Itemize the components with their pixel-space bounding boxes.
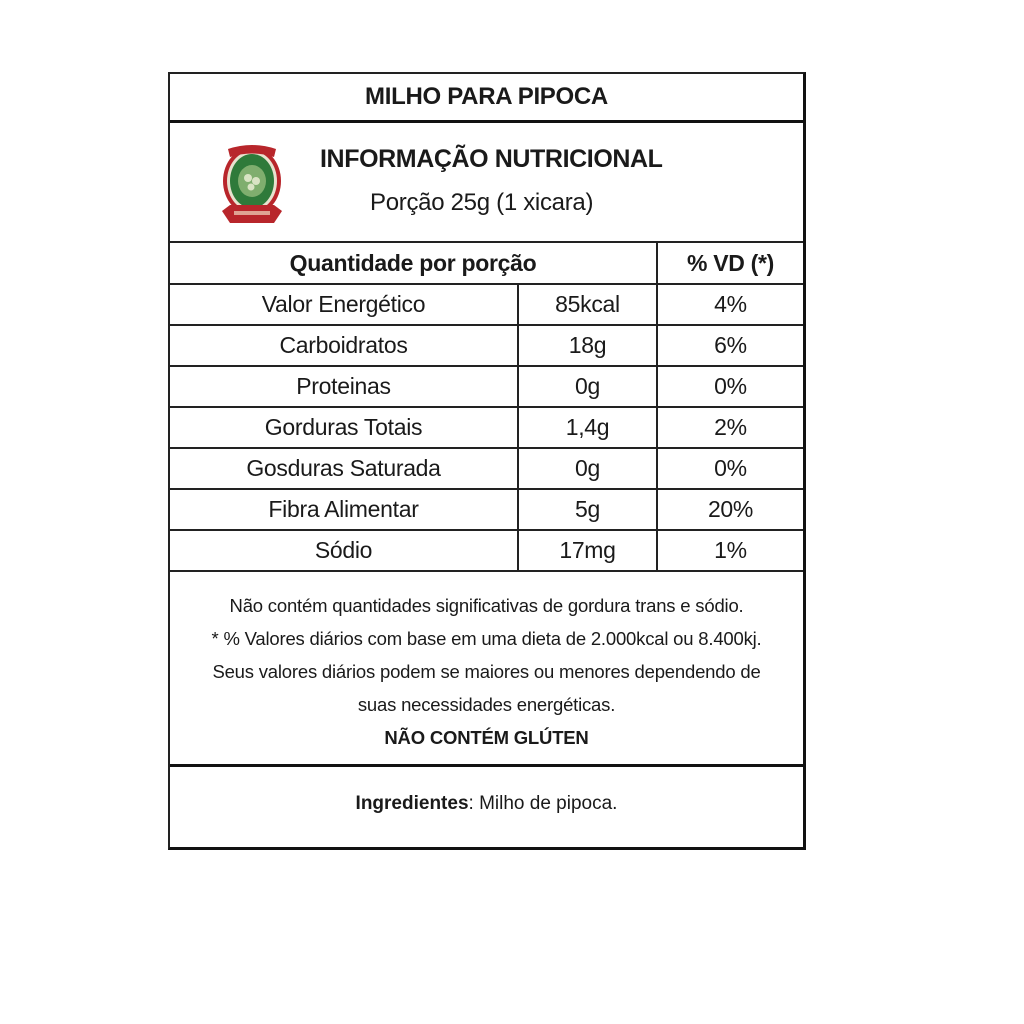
table-row [170,407,803,448]
quantity-header: Quantidade por porção [170,243,657,284]
ingredients [170,767,803,815]
brand-seal-logo [220,141,284,229]
nutrient-name: Fibra Alimentar [170,489,518,530]
footnote-trans-fat: Não contém quantidades significativas de gordura trans e sódio. [229,595,744,616]
nutrient-vd: 0% [657,448,803,489]
nutrition-label [168,72,806,850]
footnotes [170,572,803,767]
vd-header: % VD (*) [657,243,803,284]
table-row [170,489,803,530]
nutrient-amount: 85kcal [518,284,657,325]
table-header-row [170,243,803,284]
nutrient-name: Carboidratos [170,325,518,366]
nutrient-amount: 17mg [518,530,657,571]
nutrient-name: Gorduras Totais [170,407,518,448]
portion-size: Porção 25g (1 xicara) [370,189,594,216]
nutrient-vd: 2% [657,407,803,448]
ingredients-label: Ingredientes [355,793,469,814]
gluten-free-notice: NÃO CONTÉM GLÚTEN [384,727,589,748]
product-title: MILHO PARA PIPOCA [170,74,803,123]
nutrition-table [170,243,803,572]
nutrient-vd: 6% [657,325,803,366]
table-row [170,284,803,325]
nutrition-info-title: INFORMAÇÃO NUTRICIONAL [320,145,663,173]
table-row [170,448,803,489]
nutrient-vd: 0% [657,366,803,407]
nutrient-amount: 1,4g [518,407,657,448]
nutrition-header [170,123,803,243]
nutrient-amount: 0g [518,366,657,407]
nutrient-amount: 5g [518,489,657,530]
nutrient-amount: 0g [518,448,657,489]
nutrient-vd: 20% [657,489,803,530]
table-row [170,325,803,366]
nutrient-name: Valor Energético [170,284,518,325]
nutrient-name: Proteinas [170,366,518,407]
nutrient-name: Sódio [170,530,518,571]
nutrient-name: Gosduras Saturada [170,448,518,489]
nutrient-amount: 18g [518,325,657,366]
footnote-energy-needs: suas necessidades energéticas. [357,694,616,715]
footnote-daily-values-variation: Seus valores diários podem se maiores ou menores dependendo de [212,661,761,682]
table-row [170,366,803,407]
ingredients-text: : Milho de pipoca. [468,793,618,814]
footnote-daily-values: * % Valores diários com base em uma dieta de 2.000kcal ou 8.400kj. [211,628,762,649]
nutrient-vd: 4% [657,284,803,325]
table-row [170,530,803,571]
nutrient-vd: 1% [657,530,803,571]
